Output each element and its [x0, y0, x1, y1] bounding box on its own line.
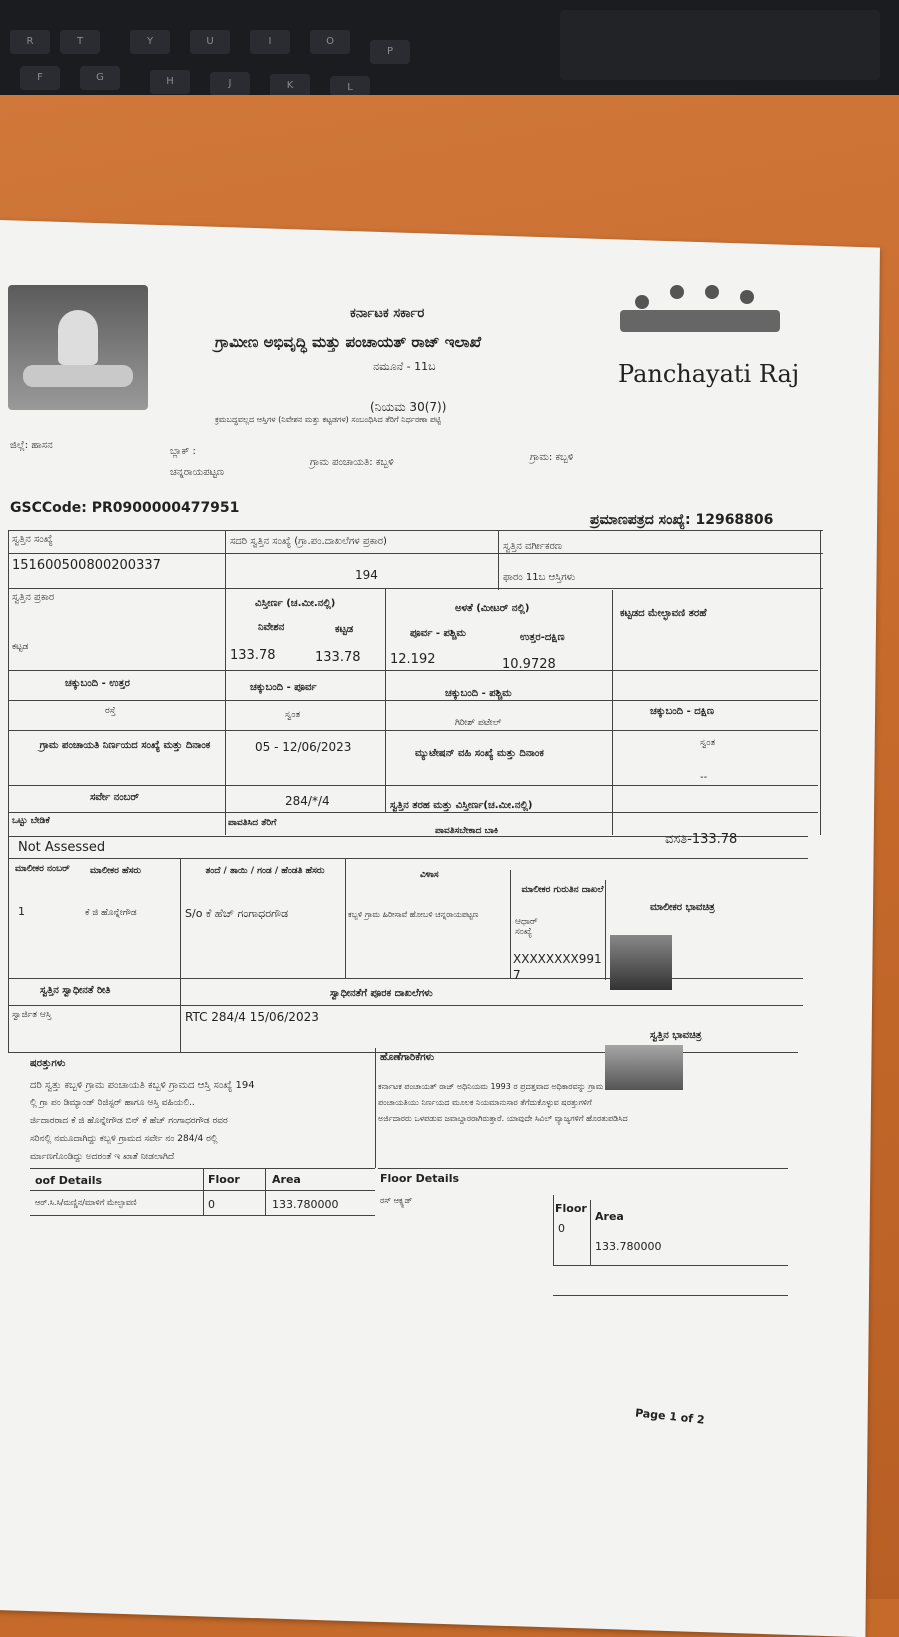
id-label: ಮಾಲೀಕರ ಗುರುತಿನ ದಾಖಲೆ — [521, 885, 604, 895]
area-label: ವಿಸ್ತೀರ್ಣ (ಚ.ಮೀ.ನಲ್ಲಿ) — [255, 598, 336, 609]
site-label: ನಿವೇಶನ — [258, 622, 285, 633]
floor-table-border — [553, 1195, 554, 1265]
mutation: -- — [700, 772, 708, 783]
table-border — [510, 870, 511, 978]
id-value: XXXXXXXX991 — [513, 952, 602, 966]
notes-divider — [375, 1048, 376, 1168]
owner-photo — [610, 935, 672, 990]
floor-table-border — [553, 1295, 788, 1296]
nature: ವಸತಿ-133.78 — [665, 832, 738, 847]
not-assessed: Not Assessed — [18, 840, 106, 855]
owner-father: S/o ಕೆ ಹೆಚ್ ಗಂಗಾಧರಗೌಡ — [185, 907, 289, 920]
key-f: F — [20, 66, 60, 90]
key-p: P — [370, 40, 410, 64]
nature-label: ಸ್ವತ್ತಿನ ತರಹ ಮತ್ತು ವಿಸ್ತೀರ್ಣ(ಚ.ಮೀ.ನಲ್ಲಿ) — [390, 800, 533, 811]
rule-number: (ನಿಯಮ 30(7)) — [370, 400, 447, 414]
roof-label: ಕಟ್ಟಡದ ಮೇಲ್ಛಾವಣಿ ತರಹೆ — [620, 608, 707, 619]
north-label: ಚಕ್ಕುಬಂದಿ - ಉತ್ತರ — [65, 678, 130, 689]
table-border — [612, 590, 613, 835]
ew-dim: 12.192 — [390, 652, 436, 667]
taluk-label: ಬ್ಲಾಕ್ : — [170, 446, 196, 457]
liabilities-line-2: ಪಂಚಾಯತಿಯು ನಿರ್ಣಯದ ಮೂಲಕ ನಿಯಮಾನುಸಾರ ತೆಗೆದುಕೊಳ್ಳುವ ಷರತ್ತುಗಳಿಗೆ — [378, 1098, 592, 1107]
sadari-label: ಸದರಿ ಸ್ವತ್ತಿನ ಸಂಖ್ಯೆ (ಗ್ರಾ.ಪಂ.ದಾಖಲೆಗಳ ಪ್ರಕಾರ) — [230, 536, 387, 547]
survey-number: 284/*/4 — [285, 794, 330, 808]
conditions-line-5: ರ್ಮಾಣಗೊಂಡಿದ್ದು ಅದರಂತೆ ಇ ಖಾತೆ ನೀಡಲಾಗಿದೆ — [30, 1152, 175, 1162]
table-border — [8, 812, 818, 813]
area-label: Area — [272, 1173, 301, 1186]
owner-name-label: ಮಾಲೀಕರ ಹೆಸರು — [90, 866, 142, 876]
panchayati-raj-text: Panchayati Raj — [618, 360, 800, 388]
page-number: Page 1 of 2 — [634, 1406, 706, 1427]
prop-no: 151600500800200337 — [12, 558, 161, 573]
karnataka-emblem-icon — [8, 285, 148, 410]
district: ಜಿಲ್ಲೆ: ಹಾಸನ — [10, 440, 53, 451]
table-border — [8, 785, 818, 786]
floor-area-right: 133.780000 — [595, 1240, 662, 1253]
key-u: U — [190, 30, 230, 54]
id-type: ಆಧಾರ್ ಸಂಖ್ಯೆ — [515, 917, 538, 937]
sadari: 194 — [355, 568, 378, 582]
key-i: I — [250, 30, 290, 54]
floor-number-right: 0 — [558, 1222, 565, 1235]
form-subtitle: ಕ್ರಮಬದ್ಧವಲ್ಲದ ಆಸ್ತಿಗಳ (ನಿವೇಶನ ಮತ್ತು ಕಟ್ಟಡಗಳ) ಸಂಬಂಧಿಸಿದ ತೆರಿಗೆ ನಿರ್ಧರಣಾ ಪಟ್ಟಿ — [215, 415, 441, 424]
liabilities-line-1: ಕರ್ನಾಟಕ ಪಂಚಾಯತ್ ರಾಜ್ ಅಧಿನಿಯಮ 1993 ರ ಪ್ರದತ್ತವಾದ ಅಧಿಕಾರವನ್ನು ಗ್ರಾಮ — [378, 1082, 604, 1091]
owner-address: ಕಬ್ಬಳಿ ಗ್ರಾಮ ಹಿರೀಸಾವೆ ಹೋಬಳಿ ಚನ್ನರಾಯಪಟ್ಟಣ — [348, 910, 479, 919]
west-label: ಚಕ್ಕುಬಂದಿ - ಪಶ್ಚಿಮ — [445, 688, 512, 699]
key-g: G — [80, 66, 120, 90]
table-border — [8, 858, 808, 859]
property-photo — [605, 1045, 683, 1090]
ew-label: ಪೂರ್ವ - ಪಶ್ಚಿಮ — [410, 628, 466, 639]
table-border — [8, 700, 818, 701]
table-border — [385, 588, 386, 813]
property-photo-label: ಸ್ವತ್ತಿನ ಭಾವಚಿತ್ರ — [650, 1030, 702, 1041]
gov-title: ಕರ್ನಾಟಕ ಸರ್ಕಾರ — [350, 306, 425, 321]
table-border — [8, 588, 823, 589]
floor-type: ಆರ್.ಸಿ.ಸಿ/ಮಣ್ಣಿನ/ಮಾಳಿಗೆ ಮೇಲ್ಛಾವಣಿ — [35, 1198, 137, 1207]
floor-area: 133.780000 — [272, 1198, 339, 1211]
due-label: ಪಾವತಿಸಬೇಕಾದ ಬಾಕಿ — [435, 826, 499, 836]
conditions-line-1: ದರಿ ಸ್ವತ್ತು ಕಬ್ಬಳಿ ಗ್ರಾಮ ಪಂಚಾಯತಿ ಕಬ್ಬಳಿ ಗ್ರಾಮದ ಆಸ್ತಿ ಸಂಖ್ಯೆ 194 — [30, 1080, 255, 1091]
north-boundary: ರಸ್ತೆ — [105, 706, 116, 716]
key-o: O — [310, 30, 350, 54]
building-label: ಕಟ್ಟಡ — [335, 624, 354, 635]
liabilities-line-3: ಅರ್ಜಿದಾರರು ಒಳಪಡುವ ಜವಾಬ್ದಾರರಾಗಿರುತ್ತಾರೆ. ಯಾವುದೇ ಸಿವಿಲ್ ವ್ಯಾಜ್ಯಗಳಿಗೆ ಹೊರತುಪಡಿಸಿದ — [378, 1114, 628, 1123]
floor-details-title: oof Details — [35, 1174, 103, 1187]
owner-name: ಕೆ ಜಿ ಹೊನ್ನೇಗೌಡ — [85, 908, 137, 918]
ownership-method: ಸ್ವಾರ್ಜಿತ ಆಸ್ತಿ — [12, 1010, 52, 1020]
key-k: K — [270, 74, 310, 98]
table-border — [8, 978, 803, 979]
village: ಗ್ರಾಮ: ಕಬ್ಬಳಿ — [530, 452, 574, 463]
table-border — [225, 530, 226, 835]
ownership-method-label: ಸ್ವತ್ತಿನ ಸ್ವಾಧೀನತೆ ರೀತಿ — [40, 985, 111, 996]
table-border — [345, 858, 346, 978]
area-label-right: Area — [595, 1210, 624, 1223]
key-r: R — [10, 30, 50, 54]
key-l: L — [330, 76, 370, 96]
father-label: ತಂದೆ / ತಾಯಿ / ಗಂಡ / ಹೆಂಡತಿ ಹೆಸರು — [205, 866, 325, 876]
gp-resolution-label: ಗ್ರಾಮ ಪಂಚಾಯತಿ ನಿರ್ಣಯದ ಸಂಖ್ಯೆ ಮತ್ತು ದಿನಾಂಕ — [39, 740, 211, 751]
table-border — [180, 858, 181, 1053]
table-border — [820, 530, 821, 835]
paid-label: ಪಾವತಿಸಿದ ತೆರಿಗೆ — [228, 818, 277, 828]
panchayati-raj-logo-icon — [615, 285, 785, 355]
floor-details-title-right: Floor Details — [380, 1172, 460, 1185]
ns-dim: 10.9728 — [502, 657, 556, 672]
south-boundary: ಸ್ವಂತ — [700, 738, 716, 748]
conditions-title: ಷರತ್ತುಗಳು — [30, 1058, 66, 1069]
class: ಫಾರಂ 11ಬ ಆಸ್ತಿಗಳು — [503, 572, 576, 583]
prop-no-label: ಸ್ವತ್ತಿನ ಸಂಖ್ಯೆ — [12, 534, 53, 545]
key-t: T — [60, 30, 100, 54]
east-label: ಚಕ್ಕುಬಂದಿ - ಪೂರ್ವ — [250, 682, 317, 693]
floor-table-border — [553, 1265, 788, 1266]
floor-type-right: ರಸ್ ಆಕ್ಸ್ಟಡ್ — [380, 1196, 413, 1205]
table-border — [8, 530, 823, 531]
east-boundary: ಸ್ವಂತ — [285, 710, 301, 720]
conditions-line-3: ರ್ಜಿದಾರರಾದ ಕೆ ಜಿ ಹೊನ್ನೇಗೌಡ ಬಿನ್ ಕೆ ಹೆಚ್ ಗಂಗಾಧರಗೌಡ ರವರ — [30, 1116, 228, 1126]
south-label: ಚಕ್ಕುಬಂದಿ - ದಕ್ಷಿಣ — [650, 706, 715, 717]
floor-number: 0 — [208, 1198, 215, 1211]
ns-label: ಉತ್ತರ-ದಕ್ಷಿಣ — [520, 632, 565, 643]
floor-table-border — [590, 1200, 591, 1265]
address-label: ವಿಳಾಸ — [420, 870, 439, 880]
owner-no: 1 — [18, 905, 25, 918]
survey-label: ಸರ್ವೇ ನಂಬರ್ — [90, 792, 139, 803]
key-h: H — [150, 70, 190, 94]
certificate-number: ಪ್ರಮಾಣಪತ್ರದ ಸಂಖ್ಯೆ: 12968806 — [590, 512, 774, 528]
id-value-2: 7 — [513, 968, 521, 982]
gram-panchayat: ಗ್ರಾಮ ಪಂಚಾಯತಿ: ಕಬ್ಬಳಿ — [310, 457, 394, 468]
table-border — [8, 530, 9, 1052]
liabilities-title: ಹೊಣೆಗಾರಿಕೆಗಳು — [380, 1052, 435, 1063]
photo-label: ಮಾಲೀಕರ ಭಾವಚಿತ್ರ — [650, 902, 715, 913]
floor-table-border — [378, 1168, 788, 1169]
table-border — [605, 880, 606, 980]
dim-label: ಅಳತೆ (ಮೀಟರ್ ನಲ್ಲಿ) — [455, 603, 530, 614]
type-label: ಸ್ವತ್ತಿನ ಪ್ರಕಾರ — [12, 592, 55, 603]
conditions-line-2: ಲ್ಲಿ ಗ್ರಾ ಪಂ ಡಿಮ್ಯಾಂಡ್ ರಿಜಿಸ್ಟರ್ ಹಾಗೂ ಆಸ್ತಿ ವಹಿಯಲಿ.. — [30, 1098, 195, 1108]
owner-no-label: ಮಾಲೀಕರ ನಂಬರ್ — [15, 864, 70, 874]
floor-label: Floor — [208, 1173, 240, 1186]
table-border — [8, 730, 818, 731]
ownership-docs: RTC 284/4 15/06/2023 — [185, 1010, 319, 1024]
table-border — [498, 530, 499, 590]
class-label: ಸ್ವತ್ತಿನ ವರ್ಗೀಕರಣ — [503, 541, 562, 552]
mutation-label: ಮ್ಯುಟೇಷನ್ ವಹಿ ಸಂಖ್ಯೆ ಮತ್ತು ದಿನಾಂಕ — [415, 748, 544, 759]
total-demand-label: ಒಟ್ಟು ಬೇಡಿಕೆ — [12, 816, 50, 826]
floor-label-right: Floor — [555, 1202, 587, 1215]
form-number: ನಮೂನೆ - 11ಬ — [373, 360, 436, 373]
conditions-line-4: ಸರಿನಲ್ಲಿ ನಮೂದಾಗಿದ್ದು ಕಬ್ಬಳಿ ಗ್ರಾಮದ ಸರ್ವೇ ನಂ 284/4 ರಲ್ಲಿ — [30, 1134, 218, 1144]
dept-title: ಗ್ರಾಮೀಣ ಅಭಿವೃದ್ಧಿ ಮತ್ತು ಪಂಚಾಯತ್ ರಾಜ್ ಇಲಾಖೆ — [215, 333, 482, 351]
gp-resolution: 05 - 12/06/2023 — [255, 740, 352, 754]
key-j: J — [210, 72, 250, 96]
building-area: 133.78 — [315, 650, 361, 665]
gsc-code: GSCCode: PR0900000477951 — [10, 500, 240, 516]
table-border — [8, 670, 818, 671]
west-boundary: ಗಿರೀಶ್ ಪಟೇಲ್ — [455, 718, 502, 728]
table-border — [8, 553, 823, 554]
floor-table-border — [265, 1168, 266, 1216]
table-border — [8, 1005, 803, 1006]
key-y: Y — [130, 30, 170, 54]
ownership-docs-label: ಸ್ವಾಧೀನತೆಗೆ ಪೂರಕ ದಾಖಲೆಗಳು — [330, 988, 433, 999]
floor-table-border — [203, 1168, 204, 1216]
taluk: ಚನ್ನರಾಯಪಟ್ಟಣ — [170, 467, 225, 478]
site-area: 133.78 — [230, 648, 276, 663]
type: ಕಟ್ಟಡ — [12, 642, 29, 652]
